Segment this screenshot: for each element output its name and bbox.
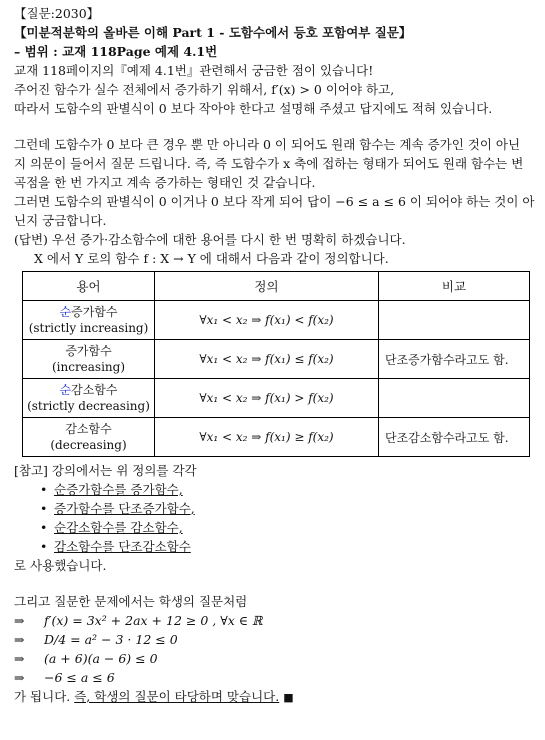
- question-number: 【질문:2030】: [14, 6, 100, 21]
- column-header-note: 비교: [379, 272, 530, 301]
- question-line: 곡점을 한 번 가지고 계속 증가하는 형태인 것 같습니다.: [14, 175, 316, 190]
- question-paragraph-1: [14, 61, 531, 118]
- term-name: 증가함수: [71, 305, 118, 319]
- term-cell: [23, 379, 155, 418]
- derivation-steps: [14, 611, 531, 687]
- term-prefix: 순: [59, 383, 72, 397]
- document-title: 【미분적분학의 올바른 이해 Part 1 - 도함수에서 등호 포함여부 질문】: [14, 25, 412, 40]
- term-english: (strictly decreasing): [27, 399, 150, 413]
- derivation-step: [14, 630, 531, 649]
- implies-arrow: ⇒: [14, 632, 25, 647]
- reference-intro: [참고] 강의에서는 위 정의를 각각: [14, 463, 197, 478]
- step-expression: (a + 6)(a − 6) ≤ 0: [44, 651, 158, 666]
- term-english: (strictly increasing): [28, 321, 149, 335]
- list-item: • 순감소함수를 감소함수,: [40, 518, 531, 537]
- question-line: 닌지 궁금합니다.: [14, 213, 107, 228]
- note-cell: 단조증가함수라고도 함.: [379, 340, 530, 379]
- derivation-step: [14, 611, 531, 630]
- conclusion-statement: 즉, 학생의 질문이 타당하며 맞습니다.: [74, 689, 280, 704]
- note-cell: 단조감소함수라고도 함.: [379, 418, 530, 457]
- conclusion: 가 됩니다. 즉, 학생의 질문이 타당하며 맞습니다. ■: [14, 689, 294, 704]
- derivation-step: [14, 668, 531, 687]
- table-row: [23, 301, 530, 340]
- term-english: (increasing): [51, 360, 126, 374]
- derivation-step: [14, 649, 531, 668]
- term-name: 증가함수: [65, 344, 112, 358]
- reference-outro: 로 사용했습니다.: [14, 558, 107, 573]
- table-header-row: [23, 272, 530, 301]
- term-cell: [23, 340, 155, 379]
- term-prefix: 순: [59, 305, 72, 319]
- question-line: 그러면 도함수의 판별식이 0 이거나 0 보다 작게 되어 답이 −6 ≤ a ≤ 6 이 되어야 하는 것이 아: [14, 194, 535, 209]
- term-name: 감소함수: [71, 383, 118, 397]
- implies-arrow: ⇒: [14, 670, 25, 685]
- question-line: 그런데 도함수가 0 보다 큰 경우 뿐 만 아니라 0 이 되어도 원래 함수는 계속 증가인 것이 아닌: [14, 137, 521, 152]
- list-item: • 증가함수를 단조증가함수,: [40, 499, 531, 518]
- definition-cell: ∀x₁ < x₂ ⇒ f(x₁) > f(x₂): [155, 379, 379, 418]
- term-cell: [23, 301, 155, 340]
- definition-cell: ∀x₁ < x₂ ⇒ f(x₁) ≤ f(x₂): [155, 340, 379, 379]
- definition-cell: ∀x₁ < x₂ ⇒ f(x₁) ≥ f(x₂): [155, 418, 379, 457]
- definition-cell: ∀x₁ < x₂ ⇒ f(x₁) < f(x₂): [155, 301, 379, 340]
- table-row: [23, 379, 530, 418]
- column-header-definition: 정의: [155, 272, 379, 301]
- derivation-intro: 그리고 질문한 문제에서는 학생의 질문처럼: [14, 594, 248, 609]
- step-expression: D/4 = a² − 3 · 12 ≤ 0: [44, 632, 178, 647]
- step-expression: −6 ≤ a ≤ 6: [44, 670, 115, 685]
- question-paragraph-2: [14, 135, 535, 230]
- definition-intro: X 에서 Y 로의 함수 f : X → Y 에 대해서 다음과 같이 정의합니다.: [34, 251, 389, 266]
- reference-list: [14, 480, 531, 556]
- answer-intro: (답변) 우선 증가·감소함수에 대한 용어를 다시 한 번 명확히 하겠습니다.: [14, 232, 406, 247]
- question-line: 따라서 도함수의 판별식이 0 보다 작아야 한다고 설명해 주셨고 답지에도 적혀 있습니다.: [14, 101, 493, 116]
- table-row: [23, 340, 530, 379]
- question-line: 지 의문이 들어서 질문 드립니다. 즉, 즉 도함수가 x 축에 접하는 형태가 되어도 원래 함수는 변: [14, 156, 524, 171]
- column-header-term: 용어: [23, 272, 155, 301]
- implies-arrow: ⇒: [14, 613, 25, 628]
- list-item: • 감소함수를 단조감소함수: [40, 537, 531, 556]
- scope-line: – 범위 : 교재 118Page 예제 4.1번: [14, 44, 218, 59]
- note-cell: [379, 301, 530, 340]
- step-expression: f′(x) = 3x² + 2ax + 12 ≥ 0 , ∀x ∈ ℝ: [44, 613, 263, 628]
- term-english: (decreasing): [50, 438, 127, 452]
- question-line: 주어진 함수가 실수 전체에서 증가하기 위해서, f′(x) > 0 이어야 하고,: [14, 82, 395, 97]
- question-line: 교재 118페이지의『예제 4.1번』관련해서 궁금한 점이 있습니다!: [14, 63, 374, 78]
- implies-arrow: ⇒: [14, 651, 25, 666]
- list-item: • 순증가함수를 증가함수,: [40, 480, 531, 499]
- term-name: 감소함수: [65, 422, 112, 436]
- table-row: [23, 418, 530, 457]
- term-cell: [23, 418, 155, 457]
- note-cell: [379, 379, 530, 418]
- end-mark: ■: [283, 691, 294, 704]
- definition-table: [22, 271, 530, 457]
